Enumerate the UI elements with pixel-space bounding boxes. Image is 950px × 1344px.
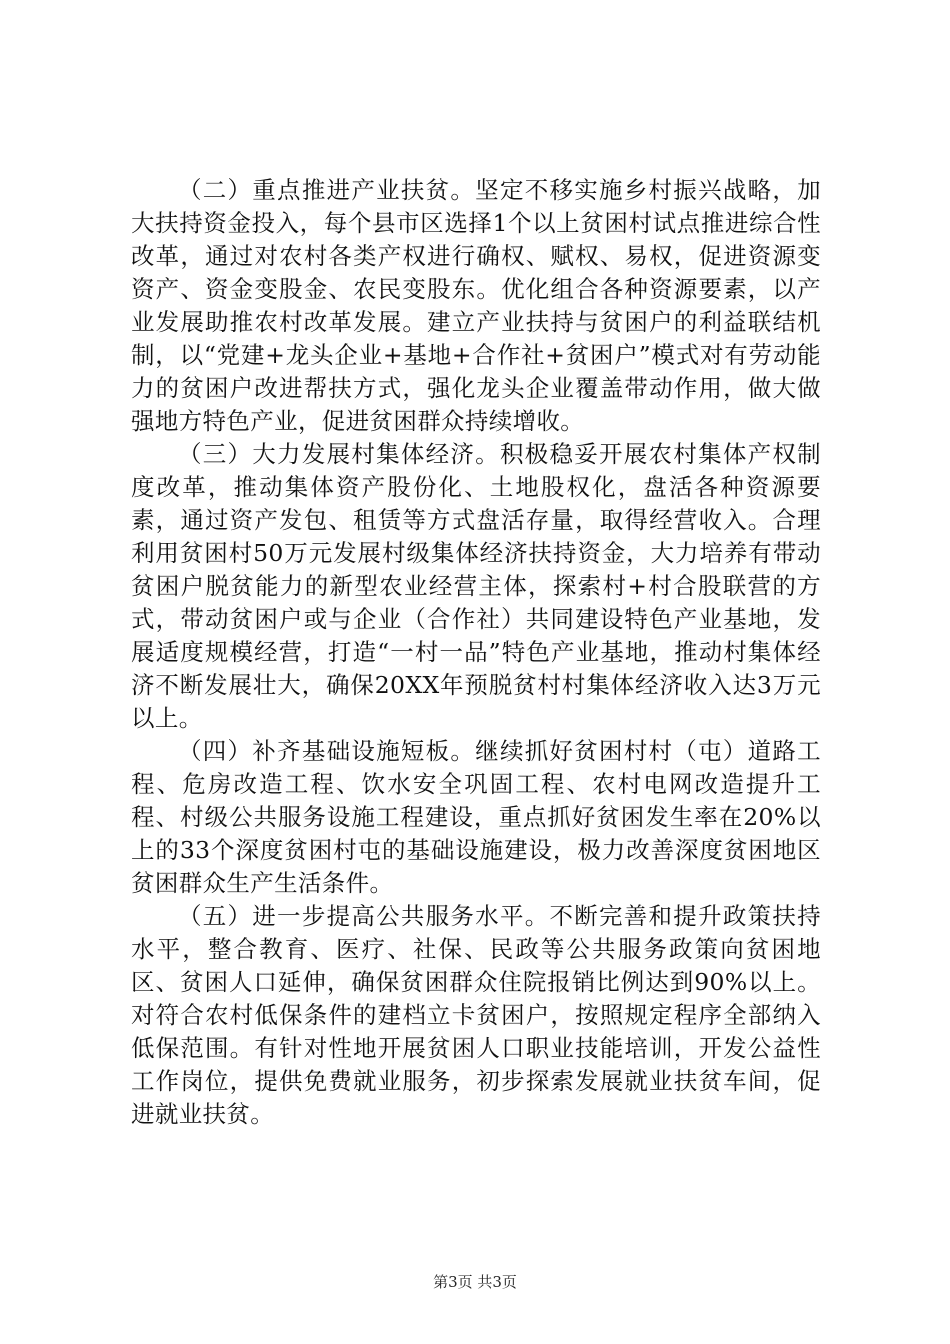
paragraph-industry-poverty-alleviation: （二）重点推进产业扶贫。坚定不移实施乡村振兴战略，加大扶持资金投入，每个县市区选择1个以上贫困村试点推进综合性改革，通过对农村各类产权进行确权、赋权、易权，促进资源变资产、资金变股金、农民变股东。优化组合各种资源要素，以产业发展助推农村改革发展。建立产业扶持与贫困户的利益联结机制，以“党建+龙头企业+基地+合作社+贫困户”模式对有劳动能力的贫困户改进帮扶方式，强化龙头企业覆盖带动作用，做大做强地方特色产业，促进贫困群众持续增收。 <box>131 176 821 435</box>
paragraph-public-services: （五）进一步提高公共服务水平。不断完善和提升政策扶持水平，整合教育、医疗、社保、民政等公共服务政策向贫困地区、贫困人口延伸，确保贫困群众住院报销比例达到90%以上。对符合农村低保条件的建档立卡贫困户，按照规定程序全部纳入低保范围。有针对性地开展贫困人口职业技能培训，开发公益性工作岗位，提供免费就业服务，初步探索发展就业扶贫车间，促进就业扶贫。 <box>131 902 821 1128</box>
document-body <box>131 174 821 1131</box>
page-number-footer: 第3页 共3页 <box>433 1273 517 1291</box>
paragraph-infrastructure: （四）补齐基础设施短板。继续抓好贫困村村（屯）道路工程、危房改造工程、饮水安全巩固工程、农村电网改造提升工程、村级公共服务设施工程建设，重点抓好贫困发生率在20%以上的33个深度贫困村屯的基础设施建设，极力改善深度贫困地区贫困群众生产生活条件。 <box>131 737 821 897</box>
paragraph-village-collective-economy: （三）大力发展村集体经济。积极稳妥开展农村集体产权制度改革，推动集体资产股份化、土地股权化，盘活各种资源要素，通过资产发包、租赁等方式盘活存量，取得经营收入。合理利用贫困村50万元发展村级集体经济扶持资金，大力培养有带动贫困户脱贫能力的新型农业经营主体，探索村+村合股联营的方式，带动贫困户或与企业（合作社）共同建设特色产业基地，发展适度规模经营，打造“一村一品”特色产业基地，推动村集体经济不断发展壮大，确保20XX年预脱贫村村集体经济收入达3万元以上。 <box>131 440 821 732</box>
